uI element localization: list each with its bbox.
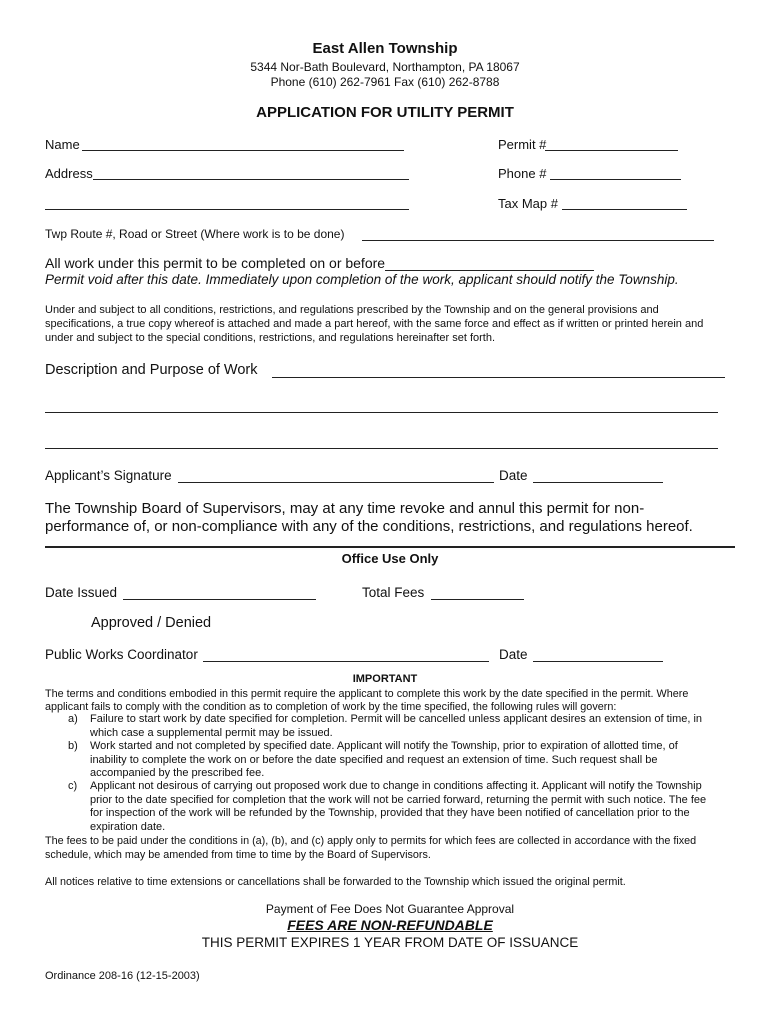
permit-field[interactable] xyxy=(545,136,678,151)
address-field[interactable] xyxy=(93,165,409,180)
revoke-line-2: performance of, or non-compliance with any of the conditions, restrictions, and regulations hereof. xyxy=(45,518,693,535)
rule-a-marker: a) xyxy=(68,713,78,725)
phone-label: Phone # xyxy=(498,166,547,181)
phone-field[interactable] xyxy=(550,165,681,180)
completion-label: All work under this permit to be completed on or before xyxy=(45,255,386,271)
completion-date-field[interactable] xyxy=(385,255,594,271)
rule-c-line-2: prior to the date specified for completion that the work will not be carried forward, returning the permit with such notice. The fee xyxy=(90,793,707,806)
name-field[interactable] xyxy=(82,136,404,151)
rule-a-line-2: which case a supplemental permit may be issued. xyxy=(90,726,333,739)
description-field-line3[interactable] xyxy=(45,434,718,449)
important-heading: IMPORTANT xyxy=(352,673,418,685)
rule-b-marker: b) xyxy=(68,740,78,752)
non-refundable-notice: FEES ARE NON-REFUNDABLE xyxy=(287,917,493,933)
township-name: East Allen Township xyxy=(312,40,458,57)
rule-b xyxy=(68,740,738,782)
ordinance-reference: Ordinance 208-16 (12-15-2003) xyxy=(45,970,200,982)
taxmap-field[interactable] xyxy=(562,195,687,210)
payment-disclaimer: Payment of Fee Does Not Guarantee Approval xyxy=(265,902,515,916)
route-label: Twp Route #, Road or Street (Where work is to be done) xyxy=(45,227,345,241)
expiration-notice: THIS PERMIT EXPIRES 1 YEAR FROM DATE OF ISSUANCE xyxy=(201,935,579,950)
address-label: Address xyxy=(45,166,93,181)
rule-a-line-1: Failure to start work by date specified for completion. Permit will be cancelled unless applicant desires an extension of time, in xyxy=(90,713,703,725)
important-intro-2: applicant fails to comply with the condition as to completion of work by the time specified, the following rules will govern: xyxy=(45,701,617,713)
rule-c-marker: c) xyxy=(68,780,78,792)
description-field-line2[interactable] xyxy=(45,398,718,413)
approved-denied[interactable]: Approved / Denied xyxy=(91,615,212,631)
coordinator-date-field[interactable] xyxy=(533,646,663,662)
notices-statement: All notices relative to time extensions or cancellations shall be forwarded to the Township which issued the original permit. xyxy=(45,876,626,888)
section-divider xyxy=(45,546,735,548)
signature-field[interactable] xyxy=(178,467,494,483)
coordinator-field[interactable] xyxy=(203,646,489,662)
description-label: Description and Purpose of Work xyxy=(45,362,258,378)
permit-label: Permit # xyxy=(498,137,547,152)
coordinator-date-label: Date xyxy=(499,647,528,662)
coordinator-label: Public Works Coordinator xyxy=(45,647,198,662)
rule-c-line-3: for inspection of the work will be refunded by the Township, provided that they have been notified of cancellation prior to the xyxy=(90,807,690,819)
conditions-line-2: specifications, a true copy whereof is attached and made a part hereof, with the same force and effect as if written or printed herein and xyxy=(45,318,704,330)
total-fees-label: Total Fees xyxy=(362,585,425,600)
signature-date-label: Date xyxy=(499,468,528,483)
taxmap-label: Tax Map # xyxy=(498,196,558,211)
route-field[interactable] xyxy=(362,226,714,241)
rule-a xyxy=(68,713,738,741)
rule-b-line-1: Work started and not completed by specified date. Applicant will notify the Township, prior to expiration of allotted time, of xyxy=(90,740,678,752)
name-label: Name xyxy=(45,137,80,152)
rule-c-line-4: expiration date. xyxy=(90,820,166,833)
signature-label: Applicant’s Signature xyxy=(45,468,172,483)
permit-void-note: Permit void after this date. Immediately upon completion of the work, applicant should notify the Township. xyxy=(45,272,679,287)
description-field[interactable] xyxy=(272,362,725,378)
township-address: 5344 Nor-Bath Boulevard, Northampton, PA 18067 xyxy=(250,60,520,74)
important-intro-1: The terms and conditions embodied in this permit require the applicant to complete this work by the date specified in the permit. Where xyxy=(45,688,689,700)
form-title: APPLICATION FOR UTILITY PERMIT xyxy=(256,104,514,121)
date-issued-field[interactable] xyxy=(123,584,316,600)
rule-b-line-2: inability to complete the work on or before the date specified and request an extension of time. Such request shall be xyxy=(90,753,658,766)
rule-c-line-1: Applicant not desirous of carrying out proposed work due to change in conditions affecting it. Applicant will notify the Township xyxy=(90,780,702,792)
date-issued-label: Date Issued xyxy=(45,585,118,600)
revoke-line-1: The Township Board of Supervisors, may at any time revoke and annul this permit for non- xyxy=(45,500,645,517)
office-use-heading: Office Use Only xyxy=(341,551,439,566)
conditions-line-3: under and subject to the special conditions, restrictions, and regulations hereinafter set forth. xyxy=(45,332,496,344)
fees-paid-line-1: The fees to be paid under the conditions in (a), (b), and (c) apply only to permits for which fees are collected in accordance with the fixed xyxy=(45,835,697,847)
address-field-line2[interactable] xyxy=(45,195,409,210)
conditions-line-1: Under and subject to all conditions, restrictions, and regulations prescribed by the Township and on the general provisions and xyxy=(45,304,659,316)
fees-paid-line-2: schedule, which may be amended from time to time by the Board of Supervisors. xyxy=(45,849,431,861)
township-phone-fax: Phone (610) 262-7961 Fax (610) 262-8788 xyxy=(270,75,500,89)
rule-b-line-3: accompanied by the prescribed fee. xyxy=(90,767,265,779)
total-fees-field[interactable] xyxy=(431,584,524,600)
rule-c xyxy=(68,780,738,836)
signature-date-field[interactable] xyxy=(533,467,663,483)
